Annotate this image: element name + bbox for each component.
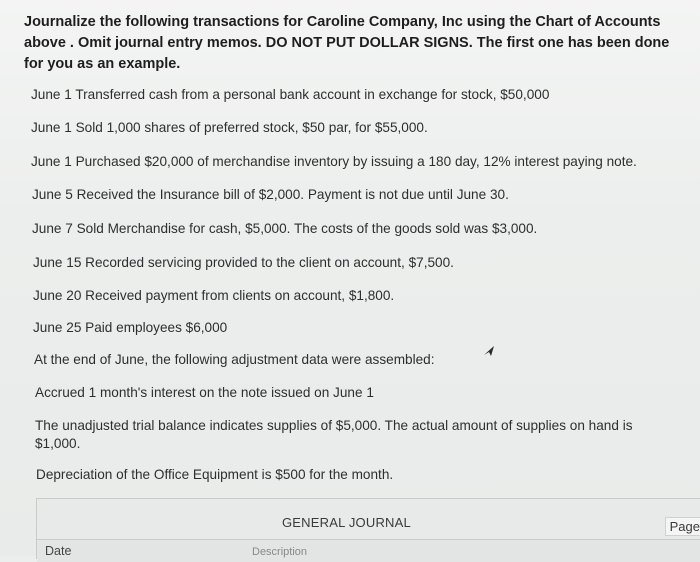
adjustment-depreciation: Depreciation of the Office Equipment is $500 for the month. — [36, 467, 394, 482]
mouse-cursor-icon — [482, 344, 496, 358]
journal-header-row — [37, 539, 700, 562]
instructions-text: Journalize the following transactions for Caroline Company, Inc using the Chart of Accounts above . Omit journal entry memos. DO NOT PUT DOLLAR SIGNS. The first one has been done for you as an example. — [24, 14, 670, 72]
transaction-june15-servicing: June 15 Recorded servicing provided to the client on account, $7,500. — [33, 255, 454, 270]
transaction-june20-payment: June 20 Received payment from clients on account, $1,800. — [33, 288, 395, 303]
journal-page-label: Page — [665, 517, 700, 536]
transaction-june1-preferred: June 1 Sold 1,000 shares of preferred stock, $50 par, for $55,000. — [31, 120, 428, 135]
adjustment-supplies: The unadjusted trial balance indicates supplies of $5,000. The actual amount of supplies on hand is $1,000. — [35, 418, 633, 451]
journal-title: GENERAL JOURNAL — [282, 515, 411, 530]
transaction-june1-inventory: June 1 Purchased $20,000 of merchandise inventory by issuing a 180 day, 12% interest paying note. — [31, 154, 637, 169]
journal-col-date: Date — [45, 544, 72, 558]
transaction-june25-payroll: June 25 Paid employees $6,000 — [33, 320, 228, 335]
journal-col-description: Description — [252, 546, 308, 558]
general-journal-table — [36, 498, 700, 559]
transaction-june7-sale: June 7 Sold Merchandise for cash, $5,000. The costs of the goods sold was $3,000. — [32, 221, 538, 236]
adjustment-interest: Accrued 1 month's interest on the note issued on June 1 — [35, 385, 374, 400]
adjustments-intro: At the end of June, the following adjustment data were assembled: — [34, 352, 435, 367]
transaction-june5-insurance: June 5 Received the Insurance bill of $2,000. Payment is not due until June 30. — [32, 187, 509, 202]
transaction-june1-stock: June 1 Transferred cash from a personal bank account in exchange for stock, $50,000 — [31, 87, 550, 102]
